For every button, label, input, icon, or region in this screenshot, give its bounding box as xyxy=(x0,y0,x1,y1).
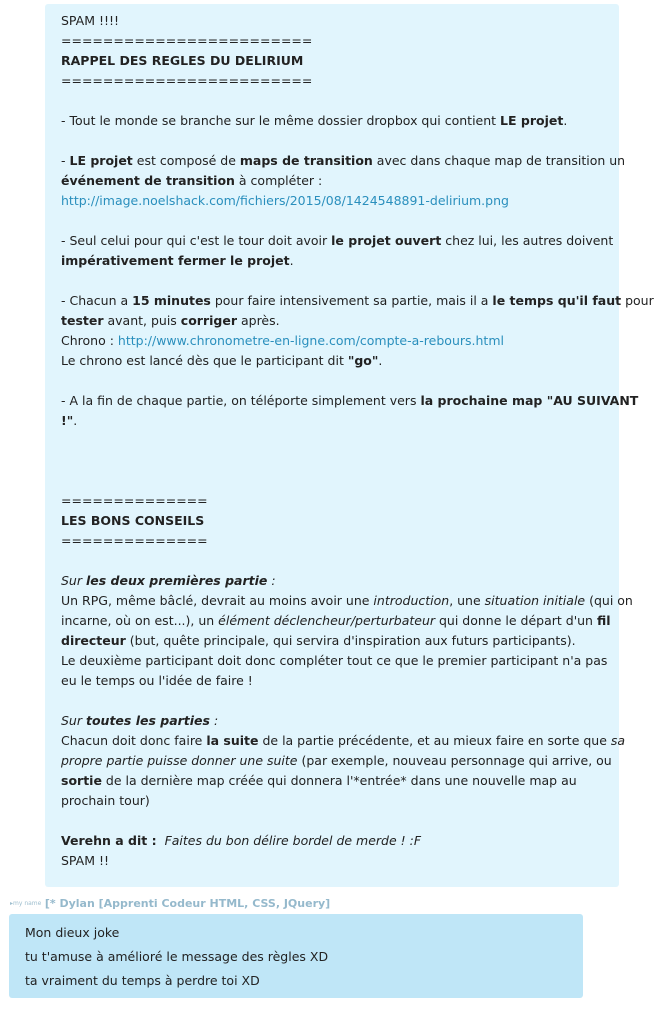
text: (qui on xyxy=(585,593,633,608)
quote xyxy=(61,831,605,851)
message-text: SPAM !!!! xyxy=(61,13,120,28)
tip-1-line xyxy=(61,631,605,651)
chrono-line xyxy=(61,331,605,351)
bold-text: la suite xyxy=(206,733,259,748)
text: (but, quête principale, qui servira d'inspiration aux futurs participants). xyxy=(125,633,576,648)
reply-line: Mon dieux joke xyxy=(25,925,120,940)
text-line xyxy=(61,851,605,871)
tip-1-heading xyxy=(61,571,605,591)
italic-text: : xyxy=(267,573,276,588)
rules-heading xyxy=(61,51,605,71)
chrono-link[interactable]: http://www.chronometre-en-ligne.com/compte-a-rebours.html xyxy=(117,333,504,348)
separator-text: ============== xyxy=(61,493,208,508)
bold-text: fil xyxy=(596,613,611,628)
separator xyxy=(61,71,605,91)
text: - Seul celui pour qui c'est le tour doit avoir xyxy=(61,233,332,248)
tips-title: LES BONS CONSEILS xyxy=(61,513,205,528)
tip-2-line xyxy=(61,751,612,771)
italic-text: sa xyxy=(610,733,626,748)
separator-text: ============== xyxy=(61,533,208,548)
tip-1-line xyxy=(61,671,605,691)
rule-4-cont xyxy=(61,311,605,331)
text: pour xyxy=(621,293,654,308)
text: Chacun doit donc faire xyxy=(61,733,207,748)
bold-text: corriger xyxy=(180,313,237,328)
tip-1-line xyxy=(61,591,633,611)
reply-line: tu t'amuse à amélioré le message des règles XD xyxy=(25,949,329,964)
tips-heading xyxy=(61,511,605,531)
italic-text: Sur xyxy=(61,713,86,728)
separator xyxy=(61,31,605,51)
bold-text: le temps qu'il faut xyxy=(492,293,622,308)
chat-message-rules xyxy=(45,4,654,887)
bold-text: la prochaine map "AU SUIVANT xyxy=(420,393,639,408)
separator-text: ======================== xyxy=(61,33,313,48)
bold-text: impérativement fermer le projet xyxy=(61,253,290,268)
text: est composé de xyxy=(132,153,240,168)
bold-text: maps de transition xyxy=(239,153,373,168)
italic-text: introduction xyxy=(373,593,450,608)
bold-text: 15 minutes xyxy=(132,293,211,308)
bold-text: LE projet xyxy=(69,153,133,168)
text: Le chrono est lancé dès que le participant dit xyxy=(61,353,348,368)
message-author[interactable] xyxy=(10,894,330,914)
italic-text: situation initiale xyxy=(484,593,586,608)
text: chez lui, les autres doivent xyxy=(441,233,614,248)
rule-1 xyxy=(61,111,605,131)
italic-text: propre partie puisse donner une suite xyxy=(61,753,298,768)
text: de la dernière map créée qui donnera l'*entrée* dans une nouvelle map au xyxy=(101,773,577,788)
bold-text: "go" xyxy=(347,353,379,368)
tip-2-line xyxy=(61,771,605,791)
rule-3-cont xyxy=(61,251,605,271)
rule-3 xyxy=(61,231,614,251)
bold-italic-text: toutes les parties xyxy=(85,713,210,728)
text: Le deuxième participant doit donc compléter tout ce que le premier participant n'a pas xyxy=(61,653,608,668)
text: . xyxy=(289,253,294,268)
text: Un RPG, même bâclé, devrait au moins avoir une xyxy=(61,593,374,608)
text: de la partie précédente, et au mieux faire en sorte que xyxy=(258,733,611,748)
text: après. xyxy=(237,313,280,328)
rule-2-cont xyxy=(61,171,605,191)
text: . xyxy=(73,413,78,428)
text: - Chacun a xyxy=(61,293,133,308)
bold-text: événement de transition xyxy=(61,173,235,188)
text: - A la fin de chaque partie, on téléporte simplement vers xyxy=(61,393,421,408)
reply-line: ta vraiment du temps à perdre toi XD xyxy=(25,973,260,988)
italic-text: Sur xyxy=(61,573,86,588)
text: qui donne le départ d'un xyxy=(435,613,597,628)
text: incarne, où on est...), un xyxy=(61,613,219,628)
delirium-image-link[interactable]: http://image.noelshack.com/fichiers/2015/08/1424548891-delirium.png xyxy=(61,193,509,208)
rule-2 xyxy=(61,151,626,171)
text: . xyxy=(563,113,568,128)
text: , une xyxy=(449,593,485,608)
chat-message-reply xyxy=(9,914,583,998)
bold-italic-text: les deux premières partie xyxy=(85,573,268,588)
italic-text: élément déclencheur/perturbateur xyxy=(218,613,436,628)
tip-1-line xyxy=(61,611,611,631)
rules-title: RAPPEL DES REGLES DU DELIRIUM xyxy=(61,53,304,68)
author-name[interactable]: [* Dylan [Apprenti Codeur HTML, CSS, JQuery] xyxy=(44,897,331,910)
message-text: SPAM !! xyxy=(61,853,110,868)
text: - xyxy=(61,153,70,168)
separator xyxy=(61,531,605,551)
tip-2-line xyxy=(61,731,626,751)
rule-5 xyxy=(61,391,639,411)
text: eu le temps ou l'idée de faire ! xyxy=(61,673,253,688)
bold-text: !" xyxy=(61,413,74,428)
rule-4-go xyxy=(61,351,605,371)
text: avant, puis xyxy=(103,313,181,328)
italic-text: : xyxy=(209,713,219,728)
separator xyxy=(61,491,605,511)
text: pour faire intensivement sa partie, mais il a xyxy=(210,293,493,308)
text: avec dans chaque map de transition un xyxy=(372,153,626,168)
bold-text: tester xyxy=(61,313,104,328)
tip-2-heading xyxy=(61,711,605,731)
rule-4 xyxy=(61,291,654,311)
text: . xyxy=(378,353,383,368)
author-prefix: ▸my name xyxy=(10,900,42,907)
tip-2-line xyxy=(61,791,605,811)
separator-text: ======================== xyxy=(61,73,313,88)
rule-2-link-line xyxy=(61,191,605,211)
bold-text: directeur xyxy=(61,633,126,648)
text: Chrono : xyxy=(61,333,118,348)
text-line xyxy=(61,11,605,31)
tip-1-line xyxy=(61,651,608,671)
quote-author: Verehn a dit : xyxy=(61,833,157,848)
text: - Tout le monde se branche sur le même dossier dropbox qui contient xyxy=(61,113,501,128)
bold-text: LE projet xyxy=(500,113,564,128)
bold-text: sortie xyxy=(61,773,102,788)
text: prochain tour) xyxy=(61,793,150,808)
rule-5-cont xyxy=(61,411,605,431)
quote-text: Faites du bon délire bordel de merde ! :F xyxy=(164,833,422,848)
text: à compléter : xyxy=(234,173,323,188)
bold-text: le projet ouvert xyxy=(331,233,442,248)
text: (par exemple, nouveau personnage qui arrive, ou xyxy=(297,753,612,768)
